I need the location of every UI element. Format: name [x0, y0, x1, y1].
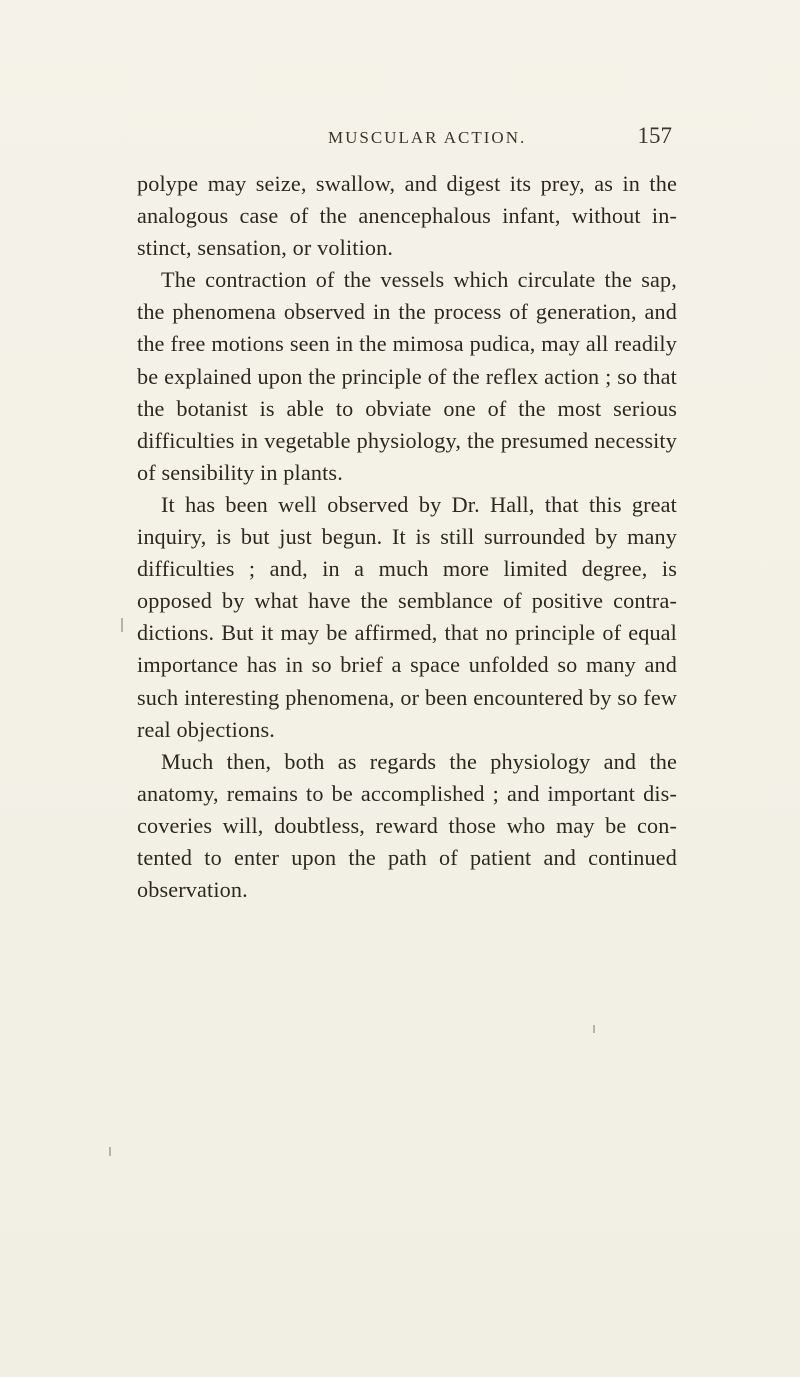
running-head: MUSCULAR ACTION. — [328, 128, 527, 147]
lower-speck-1 — [593, 1025, 595, 1033]
body-text — [137, 168, 677, 906]
page-header — [328, 123, 672, 168]
paragraph-2: The contraction of the vessels which circulate the sap, the phenomena observed in the process of generation, and the free motions seen in the mimosa pudica, may all readily be explained upon the principle of the reflex action ; so that the botanist is able to obviate one of the most serious difficulties in vegetable physiology, the presumed necessity of sensibility in plants. — [137, 267, 677, 485]
margin-speck — [121, 618, 123, 632]
lower-speck-2 — [109, 1147, 111, 1156]
paragraph-1: polype may seize, swallow, and digest its prey, as in the analogous case of the anencephalous infant, without in-stinct, sensation, or volition. — [137, 171, 677, 261]
paragraph-3: It has been well observed by Dr. Hall, that this great inquiry, is but just begun. It is still surrounded by many difficulties ; and, in a much more limited degree, is opposed by what have the semblance of positive contra-dictions. But it may be affirmed, that no principle of equal importance has in so brief a space unfolded so many and such interesting phenomena, or been encountered by so few real objections. — [137, 491, 677, 742]
page-number: 157 — [637, 123, 672, 148]
paragraph-4: Much then, both as regards the physiology and the anatomy, remains to be accomplished ; and important dis-coveries will, doubtless, reward those who may be con-tented to enter upon the path of patient and continued observation. — [137, 748, 677, 903]
